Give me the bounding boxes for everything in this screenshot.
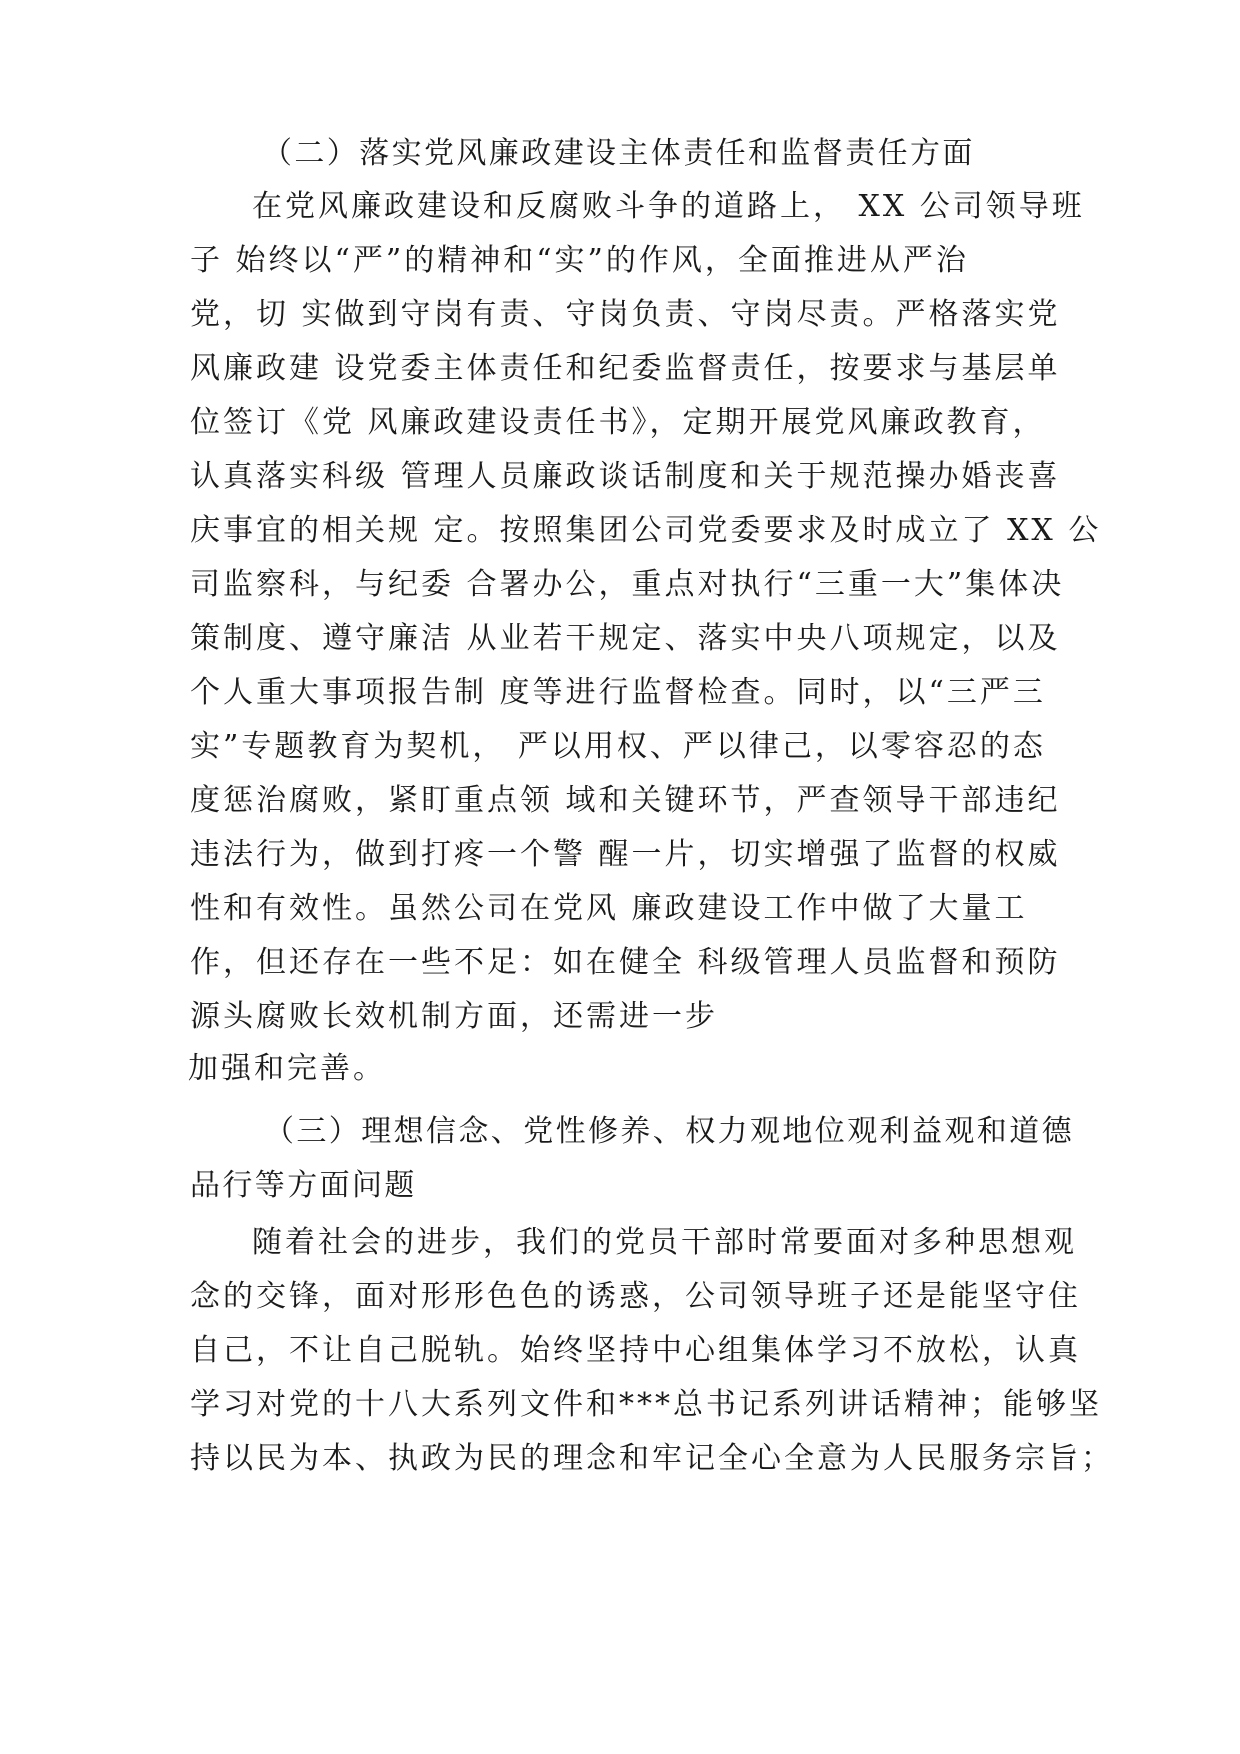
paragraph-line: 风廉政建 设党委主体责任和纪委监督责任，按要求与基层单	[190, 351, 1061, 386]
paragraph-line: 个人重大事项报告制 度等进行监督检查。同时，以“三严三	[190, 675, 1046, 710]
paragraph-line: 子 始终以“严”的精神和“实”的作风，全面推进从严治	[190, 243, 969, 278]
paragraph-line: 司监察科，与纪委 合署办公，重点对执行“三重一大”集体决	[190, 567, 1065, 602]
paragraph-line: 念的交锋，面对形形色色的诱惑，公司领导班子还是能坚守住	[190, 1279, 1081, 1314]
paragraph-line: 度惩治腐败，紧盯重点领 域和关键环节，严查领导干部违纪	[190, 783, 1061, 818]
paragraph-line: 党，切 实做到守岗有责、守岗负责、守岗尽责。严格落实党	[190, 297, 1061, 332]
paragraph-line: 策制度、遵守廉洁 从业若干规定、落实中央八项规定，以及	[190, 621, 1061, 656]
paragraph-line: 认真落实科级 管理人员廉政谈话制度和关于规范操办婚丧喜	[190, 459, 1061, 494]
paragraph-line: 实”专题教育为契机， 严以用权、严以律己，以零容忍的态	[190, 729, 1046, 764]
paragraph-line: 随着社会的进步，我们的党员干部时常要面对多种思想观	[252, 1225, 1077, 1260]
paragraph-line: 违法行为，做到打疼一个警 醒一片，切实增强了监督的权威	[190, 837, 1061, 872]
section-3-heading: （三）理想信念、党性修养、权力观地位观利益观和道德	[264, 1114, 1074, 1149]
paragraph-line: 性和有效性。虽然公司在党风 廉政建设工作中做了大量工	[190, 891, 1028, 926]
paragraph-line: 作，但还存在一些不足：如在健全 科级管理人员监督和预防	[190, 945, 1061, 980]
paragraph-line: 持以民为本、执政为民的理念和牢记全心全意为人民服务宗旨；	[190, 1441, 1114, 1476]
paragraph-line: 源头腐败长效机制方面，还需进一步	[190, 999, 718, 1034]
paragraph-line: 庆事宜的相关规 定。按照集团公司党委要求及时成立了 XX 公	[190, 513, 1102, 548]
paragraph-line: 自己，不让自己脱轨。始终坚持中心组集体学习不放松，认真	[190, 1333, 1081, 1368]
section-2-heading: （二）落实党风廉政建设主体责任和监督责任方面	[262, 136, 975, 171]
paragraph-line: 位签订《党 风廉政建设责任书》，定期开展党风廉政教育，	[190, 405, 1046, 440]
section-3-heading-continued: 品行等方面问题	[190, 1168, 417, 1203]
paragraph-line: 加强和完善。	[188, 1051, 386, 1086]
paragraph-line: 在党风廉政建设和反腐败斗争的道路上， XX 公司领导班	[252, 189, 1085, 224]
paragraph-line: 学习对党的十八大系列文件和***总书记系列讲话精神；能够坚	[190, 1387, 1102, 1422]
